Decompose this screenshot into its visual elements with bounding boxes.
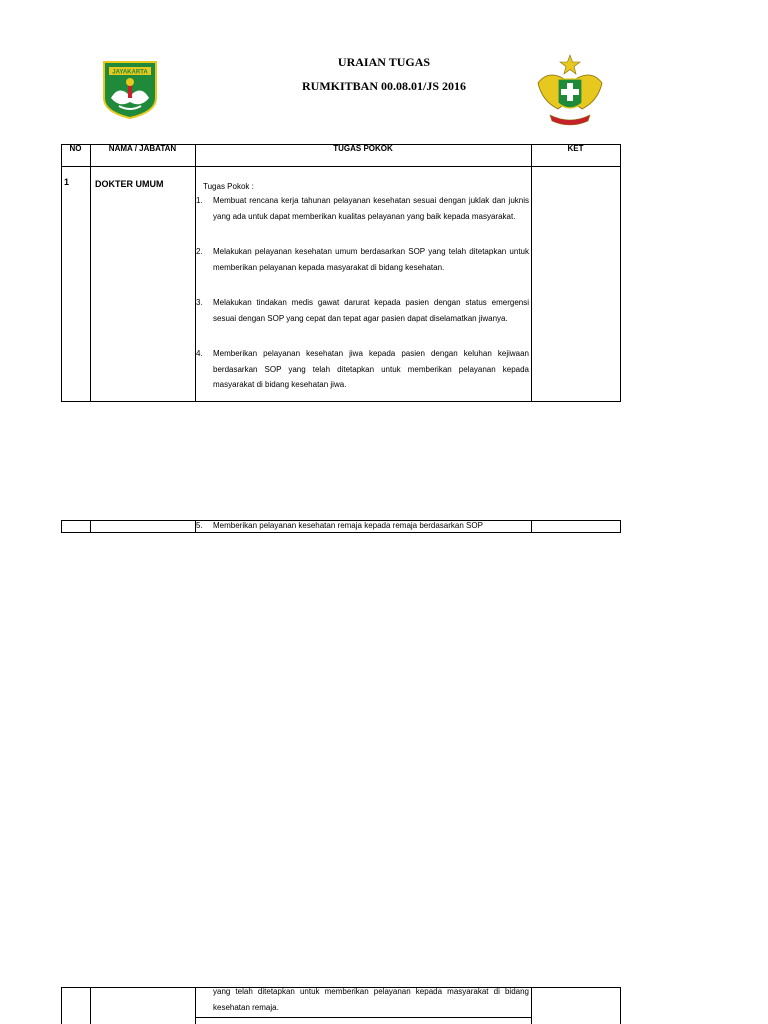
task-number: 5. [196,521,203,530]
table-col-line [620,520,621,533]
task-item: Memberikan pelayanan kesehatan remaja kepada remaja berdasarkan SOP [213,521,483,530]
task-item: Melakukan tindakan medis gawat darurat kepada pasien dengan status emergensi sesuai dengan SOP yang cepat dan tepat agar pasien dapat diselamatkan jiwanya. [213,298,529,323]
task-item: Memberikan pelayanan kesehatan jiwa kepada pasien dengan keluhan kejiwaan berdasarkan SOP yang telah ditetapkan untuk memberikan pelayanan kepada masyarakat di bidang kesehatan jiwa. [213,349,529,389]
row-number: 1 [64,177,70,187]
task-number: 3. [196,298,203,307]
jayakarta-emblem-icon [101,58,159,120]
task-number: 2. [196,247,203,256]
army-health-emblem-icon [536,53,604,127]
table-col-line [195,987,196,1024]
column-header-jabatan: NAMA / JABATAN [108,144,177,153]
job-title: DOKTER UMUM [95,179,164,189]
table-col-line [620,144,621,402]
column-header-tugas: TUGAS POKOK [333,144,393,153]
table-col-line [61,520,62,533]
table-col-line [620,987,621,1024]
task-number: 1. [196,196,203,205]
document-subtitle: RUMKITBAN 00.08.01/JS 2016 [301,79,466,93]
table-col-line [61,144,62,402]
table-bottom-border [61,401,621,402]
table-header-divider [61,166,621,167]
table-col-line [61,987,62,1024]
document-title: URAIAN TUGAS [337,55,431,69]
task-number: 4. [196,349,203,358]
task-item: Melakukan pelayanan kesehatan umum berdasarkan SOP yang telah ditetapkan untuk memberikan pelayanan kepada masyarakat di bidang kesehatan. [213,247,529,272]
task-item: Membuat rencana kerja tahunan pelayanan kesehatan sesuai dengan juklak dan juknis yang ada untuk dapat memberikan kualitas pelayanan yang baik kepada masyarakat. [213,196,529,221]
table-col-line [90,144,91,402]
table-col-line [90,987,91,1024]
table-col-line [531,987,532,1024]
column-header-no: NO [69,144,82,153]
table-inner-divider [195,1017,531,1018]
table-col-line [531,520,532,533]
task-intro: Tugas Pokok : [203,182,254,191]
left-logo-label: JAYAKARTA [112,69,148,76]
task-item-continuation: yang telah ditetapkan untuk memberikan pelayanan kepada masyarakat di bidang kesehatan remaja. [213,987,529,1012]
column-header-ket: KET [567,144,584,153]
table-col-line [195,144,196,402]
table-col-line [90,520,91,533]
table-col-line [531,144,532,402]
